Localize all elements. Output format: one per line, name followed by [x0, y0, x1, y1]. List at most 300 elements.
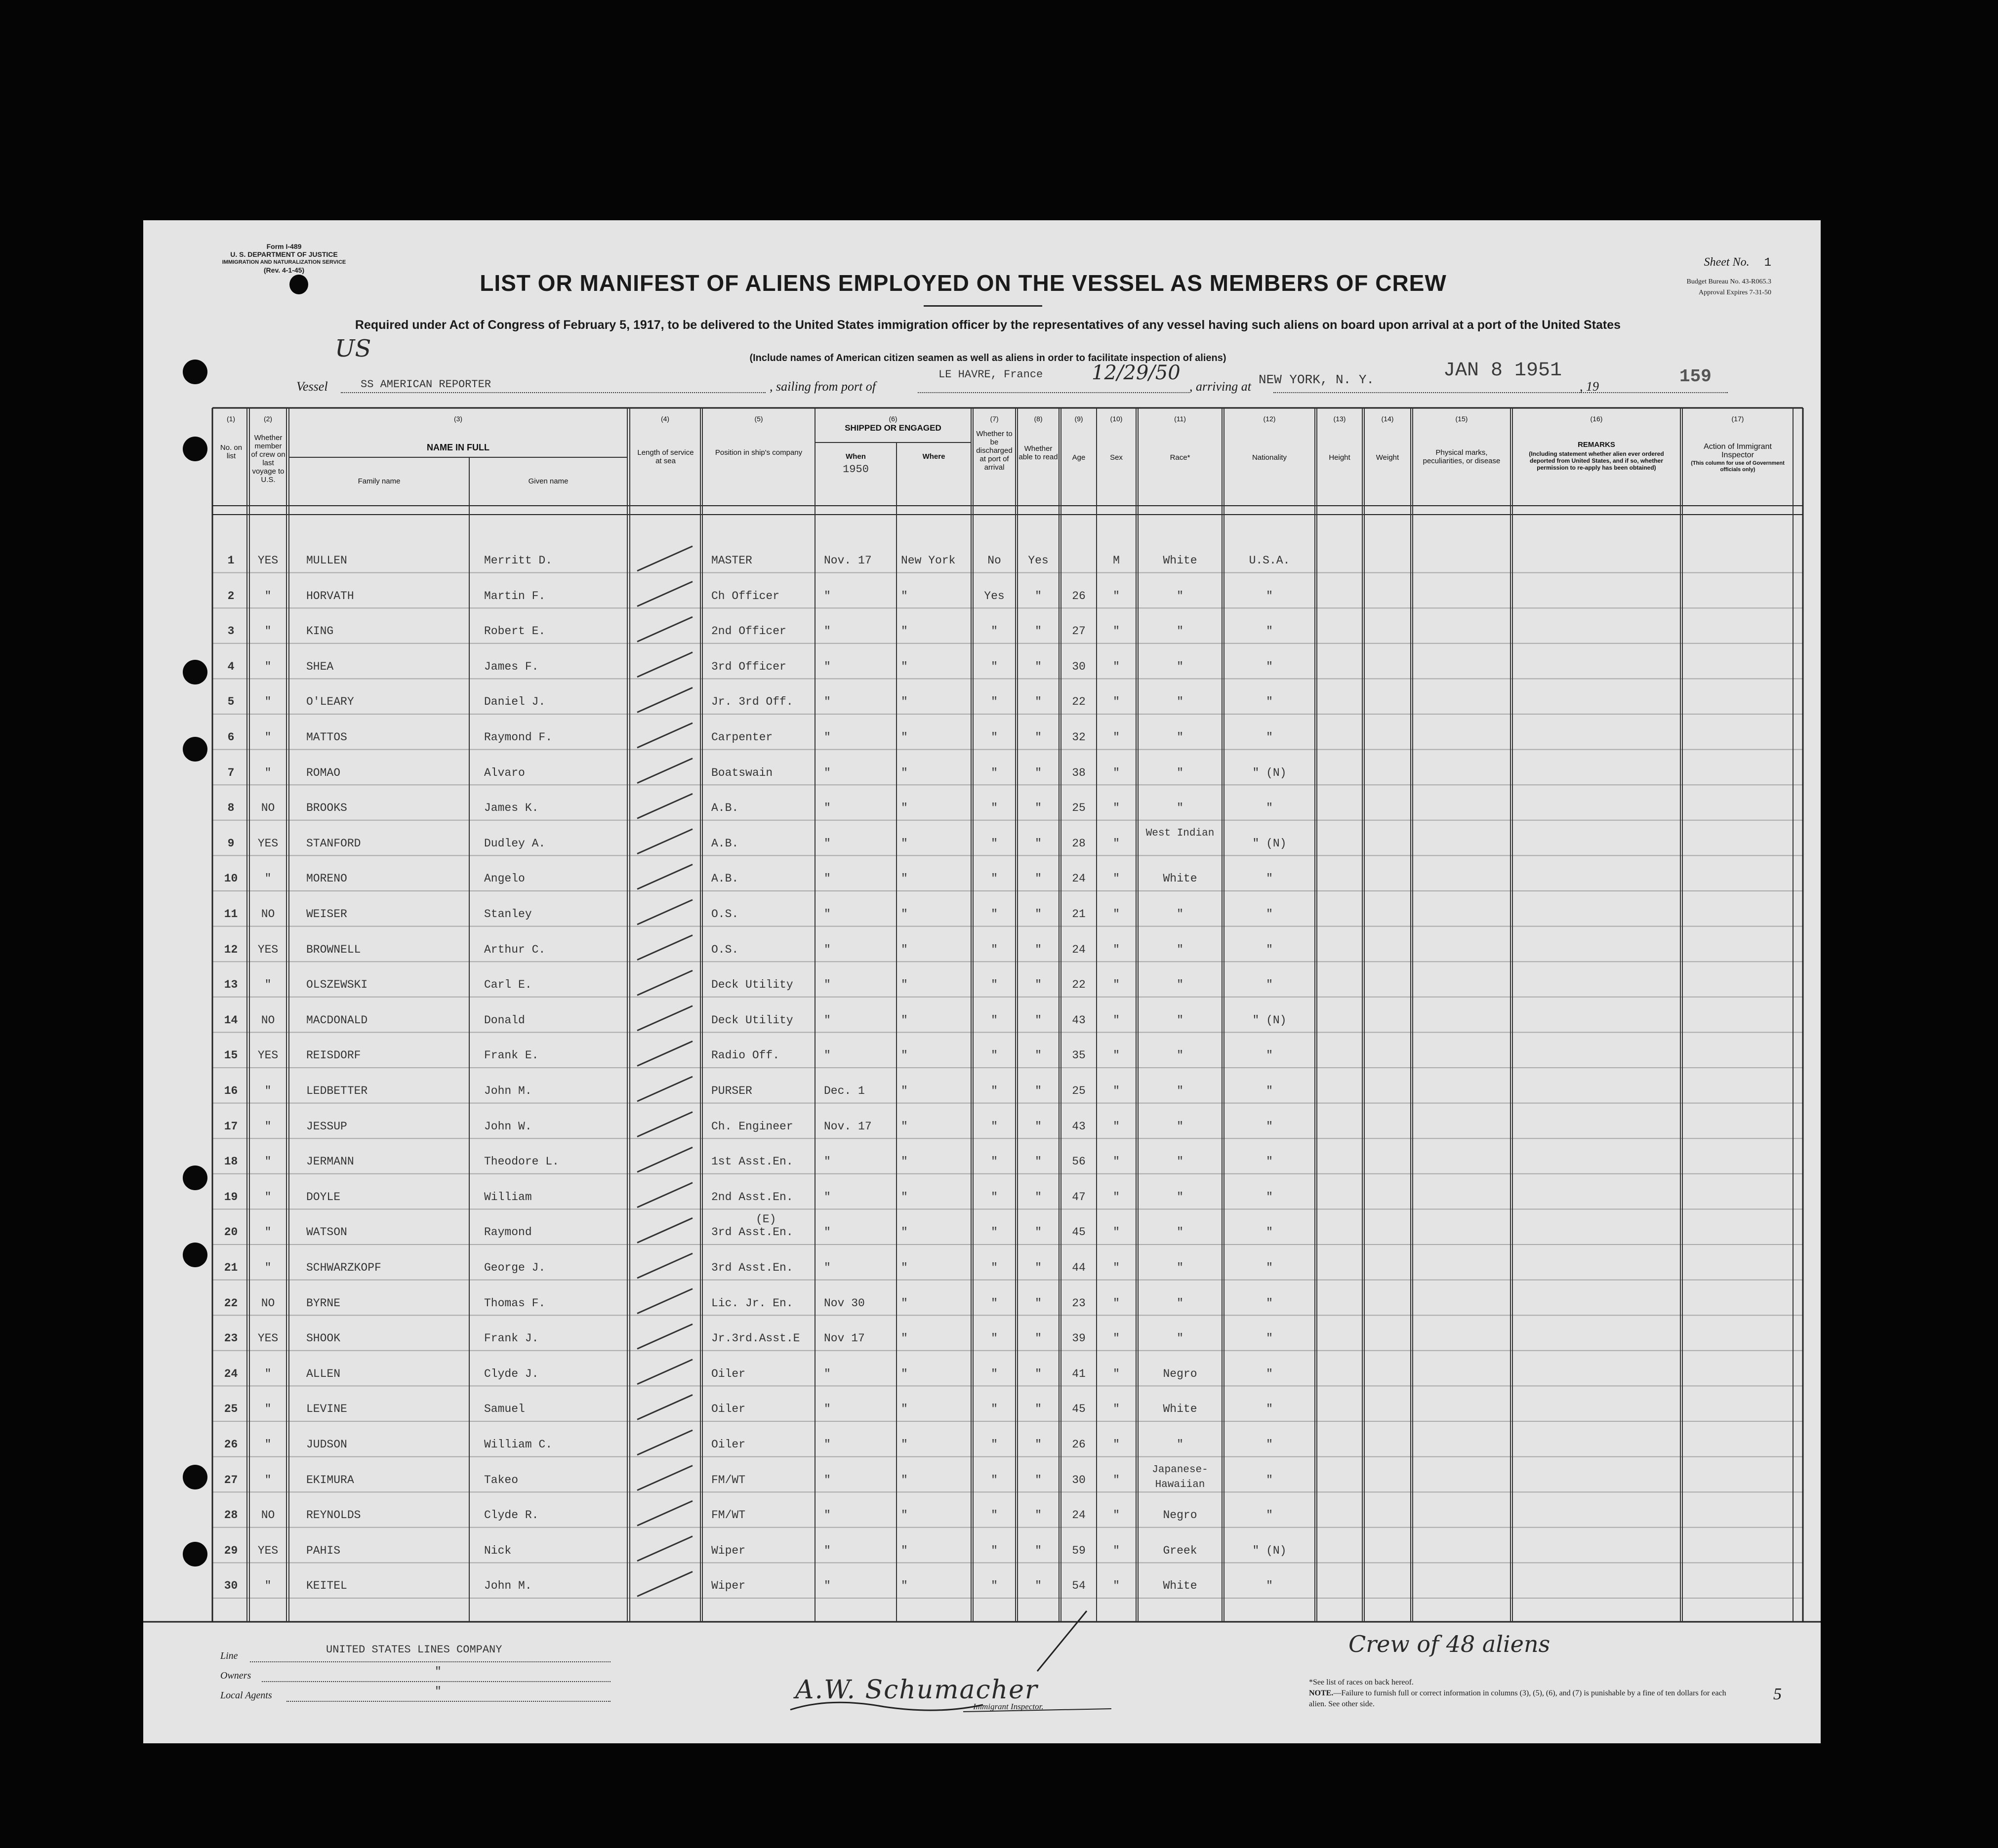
cell-given: Nick: [484, 1544, 512, 1557]
cell-family: BROWNELL: [306, 943, 361, 956]
footer-note: [1309, 1677, 1744, 1710]
include-statement: (Include names of American citizen seamen as well as aliens in order to facilitate inspection of aliens): [749, 353, 1226, 363]
cell-read: ": [1035, 1296, 1042, 1310]
cell-disch: ": [991, 1403, 998, 1416]
cell-disch: ": [991, 1544, 998, 1557]
cell-age: 45: [1072, 1226, 1086, 1239]
cell-no: 18: [224, 1155, 238, 1168]
sheet-number: [1704, 256, 1771, 270]
cell-where: ": [901, 1367, 908, 1380]
cell-where: ": [901, 731, 908, 744]
col-number-2: (2): [263, 415, 273, 423]
cell-no: 5: [227, 695, 235, 709]
cell-age: 32: [1072, 731, 1086, 744]
cell-given: Carl E.: [484, 978, 532, 992]
department-name: U. S. DEPARTMENT OF JUSTICE: [230, 250, 338, 258]
cell-race: ": [1177, 1332, 1183, 1345]
cell-disch: ": [991, 625, 998, 638]
vessel-name: SS AMERICAN REPORTER: [361, 378, 491, 391]
cell-crew: ": [264, 872, 272, 885]
owners-value: ": [435, 1665, 442, 1678]
cell-nat: U.S.A.: [1249, 554, 1290, 567]
cell-race: ": [1177, 1085, 1183, 1097]
cell-sex: ": [1113, 943, 1120, 956]
cell-sex: ": [1113, 766, 1120, 779]
col-number-12: (12): [1263, 415, 1276, 423]
cell-sex: ": [1113, 1438, 1120, 1451]
cell-age: 56: [1072, 1155, 1086, 1168]
cell-read: ": [1035, 1085, 1042, 1097]
cell-position: O.S.: [711, 943, 739, 956]
cell-race: ": [1177, 908, 1183, 921]
cell-given: Frank E.: [484, 1049, 539, 1062]
col-header-crew: Whether member of crew on last voyage to U.S.: [251, 434, 285, 484]
cell-when: ": [824, 1403, 831, 1416]
cell-sex: ": [1113, 1367, 1120, 1380]
cell-race: ": [1177, 1438, 1183, 1451]
cell-sex: M: [1113, 554, 1120, 567]
cell-read: ": [1035, 1544, 1042, 1557]
cell-sex: ": [1113, 1509, 1120, 1522]
col-header-sex: Sex: [1110, 453, 1123, 462]
cell-race: ": [1177, 766, 1183, 779]
cell-read: ": [1035, 1403, 1042, 1416]
cell-position: Wiper: [711, 1544, 746, 1557]
required-statement: Required under Act of Congress of February 5, 1917, to be delivered to the United States immigration officer by the representatives of any vessel having such aliens on board upon arrival at a port of the United States: [355, 318, 1621, 332]
cell-no: 22: [224, 1296, 238, 1310]
cell-race: ": [1177, 1049, 1183, 1062]
punch-hole: [183, 1243, 207, 1267]
punch-hole: [183, 737, 207, 762]
cell-sex: ": [1113, 1296, 1120, 1310]
cell-disch: ": [991, 978, 998, 992]
cell-read: ": [1035, 978, 1042, 992]
cell-position: Deck Utility: [711, 1013, 793, 1027]
manifest-sheet: [143, 220, 1821, 1743]
cell-position: 3rd Officer: [711, 660, 786, 673]
col-header-number: No. on list: [220, 443, 243, 460]
cell-disch: ": [991, 1190, 998, 1204]
punch-hole: [183, 437, 207, 461]
cell-no: 8: [227, 802, 235, 815]
cell-where: ": [901, 589, 908, 603]
cell-where: ": [901, 1226, 908, 1239]
cell-crew: ": [264, 1155, 272, 1168]
cell-sex: ": [1113, 1544, 1120, 1557]
us-annotation: US: [335, 335, 371, 362]
punch-hole: [183, 1542, 207, 1567]
cell-crew: YES: [257, 554, 279, 567]
cell-when: Nov. 17: [824, 554, 872, 567]
cell-age: 22: [1072, 978, 1086, 992]
sailing-port: LE HAVRE, France: [938, 368, 1043, 381]
cell-read: ": [1035, 1438, 1042, 1451]
cell-family: O'LEARY: [306, 695, 354, 709]
cell-read: ": [1035, 1367, 1042, 1380]
cell-race: Negro: [1163, 1367, 1197, 1380]
cell-read: ": [1035, 1473, 1042, 1486]
cell-when: Nov. 17: [824, 1120, 872, 1133]
cell-family: MACDONALD: [306, 1013, 368, 1027]
cell-family: KEITEL: [306, 1579, 347, 1593]
cell-nat: ": [1266, 1509, 1273, 1522]
cell-no: 30: [224, 1579, 238, 1593]
cell-no: 26: [224, 1438, 238, 1451]
cell-position: A.B.: [711, 837, 739, 850]
cell-family: ROMAO: [306, 766, 341, 779]
form-number: Form I-489: [266, 242, 302, 250]
cell-race: ": [1177, 731, 1183, 744]
cell-given: William C.: [484, 1438, 553, 1451]
service-ticks: [637, 546, 693, 1596]
cell-sex: ": [1113, 1226, 1120, 1239]
cell-given: James K.: [484, 802, 539, 815]
cell-when: ": [824, 872, 831, 885]
cell-no: 11: [224, 908, 238, 921]
cell-race: ": [1177, 589, 1183, 603]
cell-crew: ": [264, 695, 272, 709]
cell-nat: ": [1266, 589, 1273, 603]
cell-given: Frank J.: [484, 1332, 539, 1345]
cell-when: ": [824, 695, 831, 709]
cell-read: ": [1035, 1049, 1042, 1062]
cell-crew: ": [264, 660, 272, 673]
col-header-remarks: REMARKS: [1578, 441, 1615, 449]
cell-position: 1st Asst.En.: [711, 1155, 793, 1168]
col-header-action: Action of Immigrant Inspector: [1704, 442, 1772, 459]
cell-family: DOYLE: [306, 1190, 341, 1204]
cell-position: 3rd Asst.En.: [711, 1261, 793, 1274]
col-number-10: (10): [1110, 415, 1123, 423]
cell-family: REYNOLDS: [306, 1509, 361, 1522]
cell-race: ": [1177, 1013, 1183, 1027]
cell-age: 43: [1072, 1120, 1086, 1133]
cell-position: 2nd Officer: [711, 625, 786, 638]
cell-no: 16: [224, 1085, 238, 1097]
arrival-dots: [1273, 392, 1728, 393]
cell-sex: ": [1113, 1155, 1120, 1168]
cell-nat: ": [1266, 1049, 1273, 1062]
line-dots: [250, 1661, 611, 1662]
cell-read: ": [1035, 802, 1042, 815]
cell-family: WEISER: [306, 908, 347, 921]
cell-age: 38: [1072, 766, 1086, 779]
title-underline: [924, 305, 1042, 307]
cell-crew: YES: [257, 1544, 279, 1557]
cell-where: ": [901, 1261, 908, 1274]
cell-crew: ": [264, 1473, 272, 1486]
cell-where: ": [901, 1085, 908, 1097]
cell-family: JUDSON: [306, 1438, 347, 1451]
cell-given: Raymond: [484, 1226, 532, 1239]
cell-given: Martin F.: [484, 589, 546, 603]
cell-race: Greek: [1163, 1544, 1197, 1557]
cell-family: KING: [306, 625, 334, 638]
cell-nat: ": [1266, 908, 1273, 921]
col-header-action-note: (This column for use of Government officials only): [1691, 460, 1785, 473]
punch-hole: [289, 275, 308, 294]
cell-sex: ": [1113, 802, 1120, 815]
cell-read: ": [1035, 1013, 1042, 1027]
col-header-shipped: SHIPPED OR ENGAGED: [845, 423, 941, 433]
cell-read: ": [1035, 1261, 1042, 1274]
cell-no: 2: [227, 589, 235, 603]
cell-race: ": [1177, 1155, 1183, 1168]
cell-where: New York: [901, 554, 956, 567]
cell-race: ": [1177, 1120, 1183, 1133]
cell-position: Jr.3rd.Asst.E: [711, 1332, 800, 1345]
line-value: UNITED STATES LINES COMPANY: [326, 1644, 502, 1656]
cell-nat: ": [1266, 1403, 1273, 1416]
cell-no: 14: [224, 1013, 238, 1027]
cell-disch: ": [991, 766, 998, 779]
agents-label: Local Agents: [220, 1690, 272, 1701]
cell-age: 27: [1072, 625, 1086, 638]
cell-read: ": [1035, 625, 1042, 638]
cell-no: 27: [224, 1473, 238, 1486]
cell-disch: ": [991, 802, 998, 815]
inspector-signature: A.W. Schumacher: [795, 1675, 1038, 1705]
col-header-read: Whether able to read: [1019, 444, 1058, 461]
cell-crew: ": [264, 1226, 272, 1239]
cell-sex: ": [1113, 872, 1120, 885]
cell-crew: ": [264, 1579, 272, 1593]
col-number-6: (6): [889, 415, 897, 423]
cell-where: ": [901, 1296, 908, 1310]
col-number-8: (8): [1034, 415, 1043, 423]
cell-when: ": [824, 943, 831, 956]
service-name: IMMIGRATION AND NATURALIZATION SERVICE: [222, 259, 346, 265]
punch-hole: [183, 1165, 207, 1190]
cell-read: ": [1035, 1155, 1042, 1168]
cell-nat: ": [1266, 731, 1273, 744]
arrival-port: NEW YORK, N. Y.: [1259, 372, 1375, 387]
col-header-age: Age: [1072, 453, 1086, 462]
cell-family: OLSZEWSKI: [306, 978, 368, 992]
cell-nat: ": [1266, 1226, 1273, 1239]
cell-where: ": [901, 1120, 908, 1133]
cell-given: Dudley A.: [484, 837, 546, 850]
cell-crew: ": [264, 766, 272, 779]
cell-age: 41: [1072, 1367, 1086, 1380]
cell-read: ": [1035, 1332, 1042, 1345]
races-note: *See list of races on back hereof.: [1309, 1678, 1414, 1687]
cell-age: 54: [1072, 1579, 1086, 1593]
cell-sex: ": [1113, 908, 1120, 921]
vessel-label: Vessel: [296, 379, 328, 394]
cell-when: ": [824, 766, 831, 779]
col-number-7: (7): [990, 415, 999, 423]
cell-nat: " (N): [1252, 1544, 1287, 1557]
cell-no: 6: [227, 731, 235, 744]
cell-nat: ": [1266, 1367, 1273, 1380]
cell-race: White: [1163, 554, 1197, 567]
cell-disch: ": [991, 1261, 998, 1274]
cell-read: ": [1035, 1226, 1042, 1239]
agents-value: ": [435, 1685, 442, 1698]
cell-crew: ": [264, 1403, 272, 1416]
cell-no: 24: [224, 1367, 238, 1380]
cell-when: ": [824, 625, 831, 638]
cell-crew: NO: [261, 1013, 275, 1027]
cell-age: 25: [1072, 1085, 1086, 1097]
cell-no: 19: [224, 1190, 238, 1204]
cell-where: ": [901, 625, 908, 638]
col-header-given: Given name: [528, 477, 569, 485]
sheet-label: Sheet No.: [1704, 256, 1750, 269]
fine-note: [1309, 1688, 1744, 1710]
cell-where: ": [901, 1403, 908, 1416]
cell-when: Nov 30: [824, 1296, 865, 1310]
punch-hole: [183, 360, 207, 384]
page-mark: 5: [1773, 1685, 1782, 1703]
cell-family: BYRNE: [306, 1296, 341, 1310]
cell-position: Deck Utility: [711, 978, 793, 992]
cell-when: ": [824, 731, 831, 744]
cell-sex: ": [1113, 837, 1120, 850]
cell-age: 25: [1072, 802, 1086, 815]
col-number-17: (17): [1731, 415, 1744, 423]
cell-position: FM/WT: [711, 1509, 746, 1522]
cell-when: ": [824, 978, 831, 992]
cell-no: 29: [224, 1544, 238, 1557]
cell-position: Oiler: [711, 1403, 746, 1416]
cell-position: Ch. Engineer: [711, 1120, 793, 1133]
cell-crew: YES: [257, 837, 279, 850]
cell-when: ": [824, 1367, 831, 1380]
cell-race: ": [1177, 802, 1183, 815]
cell-given: Donald: [484, 1013, 525, 1027]
cell-family: MATTOS: [306, 731, 347, 744]
cell-nat: ": [1266, 1438, 1273, 1451]
cell-crew: ": [264, 625, 272, 638]
owners-dots: [262, 1681, 611, 1682]
cell-no: 20: [224, 1226, 238, 1239]
cell-crew: ": [264, 589, 272, 603]
cell-crew: NO: [261, 1296, 275, 1310]
cell-disch: ": [991, 1579, 998, 1593]
cell-position: A.B.: [711, 802, 739, 815]
cell-disch: ": [991, 695, 998, 709]
cell-race: ": [1177, 660, 1183, 673]
cell-read: ": [1035, 872, 1042, 885]
cell-family: ALLEN: [306, 1367, 341, 1380]
cell-race: ": [1177, 625, 1183, 638]
cell-where: ": [901, 908, 908, 921]
cell-no: 9: [227, 837, 235, 850]
cell-given: Samuel: [484, 1403, 525, 1416]
cell-when: ": [824, 837, 831, 850]
cell-sex: ": [1113, 1579, 1120, 1593]
cell-race: ": [1177, 1296, 1183, 1310]
cell-position: Boatswain: [711, 766, 773, 779]
cell-nat: " (N): [1252, 837, 1287, 850]
cell-given: Angelo: [484, 872, 525, 885]
budget-bureau: [1643, 277, 1771, 298]
cell-race: ": [1177, 1226, 1183, 1239]
cell-read: ": [1035, 731, 1042, 744]
col-header-family: Family name: [358, 477, 401, 485]
cell-family: EKIMURA: [306, 1473, 354, 1486]
cell-disch: ": [991, 1226, 998, 1239]
cell-when: ": [824, 1579, 831, 1593]
cell-age: 47: [1072, 1190, 1086, 1204]
cell-crew: NO: [261, 908, 275, 921]
cell-position: Oiler: [711, 1438, 746, 1451]
cell-nat: ": [1266, 695, 1273, 709]
cell-age: 44: [1072, 1261, 1086, 1274]
cell-crew: ": [264, 1367, 272, 1380]
col-header-physical: Physical marks, peculiarities, or disease: [1423, 448, 1501, 465]
punch-hole: [183, 1465, 207, 1489]
cell-position: 3rd Asst.En.: [711, 1226, 793, 1239]
cell-no: 15: [224, 1049, 238, 1062]
cell-where: ": [901, 1190, 908, 1204]
col-number-9: (9): [1074, 415, 1083, 423]
cell-given: Alvaro: [484, 766, 525, 779]
cell-where: ": [901, 1049, 908, 1062]
cell-when: ": [824, 1438, 831, 1451]
cell-race: ": [1177, 1261, 1183, 1274]
cell-when: Nov 17: [824, 1332, 865, 1345]
cell-crew: YES: [257, 1332, 279, 1345]
cell-age: 24: [1072, 1509, 1086, 1522]
col-header-height: Height: [1329, 453, 1350, 462]
cell-sex: ": [1113, 589, 1120, 603]
cell-nat: ": [1266, 1296, 1273, 1310]
cell-race: West Indian: [1145, 827, 1215, 839]
agents-dots: [286, 1701, 611, 1702]
cell-age: 59: [1072, 1544, 1086, 1557]
cell-age: 30: [1072, 1473, 1086, 1486]
cell-when: ": [824, 660, 831, 673]
cell-when: ": [824, 1013, 831, 1027]
cell-nat: ": [1266, 1579, 1273, 1593]
cell-position: 2nd Asst.En.: [711, 1190, 793, 1204]
cell-no: 10: [224, 872, 238, 885]
owners-label: Owners: [220, 1670, 251, 1681]
cell-race: White: [1163, 1403, 1197, 1416]
cell-disch: ": [991, 1085, 998, 1097]
cell-race: White: [1163, 872, 1197, 885]
cell-read: Yes: [1028, 554, 1049, 567]
cell-read: ": [1035, 695, 1042, 709]
cell-disch: ": [991, 1120, 998, 1133]
cell-no: 28: [224, 1509, 238, 1522]
punch-hole: [183, 660, 207, 684]
cell-nat: ": [1266, 802, 1273, 815]
stamp-number: 159: [1679, 366, 1712, 387]
revision: (Rev. 4-1-45): [263, 266, 305, 274]
budget-number: Budget Bureau No. 43-R065.3: [1686, 278, 1771, 285]
cell-age: 43: [1072, 1013, 1086, 1027]
cell-race: ": [1177, 943, 1183, 956]
cell-read: ": [1035, 1120, 1042, 1133]
col-header-when: When: [846, 452, 866, 461]
cell-race: White: [1163, 1579, 1197, 1593]
cell-family: JERMANN: [306, 1155, 354, 1168]
cell-disch: ": [991, 943, 998, 956]
cell-where: ": [901, 1544, 908, 1557]
cell-age: 35: [1072, 1049, 1086, 1062]
cell-when: ": [824, 1473, 831, 1486]
cell-when: ": [824, 1261, 831, 1274]
cell-read: ": [1035, 766, 1042, 779]
cell-given: Raymond F.: [484, 731, 553, 744]
cell-given: John M.: [484, 1085, 532, 1097]
col-header-weight: Weight: [1376, 453, 1399, 462]
cell-age: 45: [1072, 1403, 1086, 1416]
